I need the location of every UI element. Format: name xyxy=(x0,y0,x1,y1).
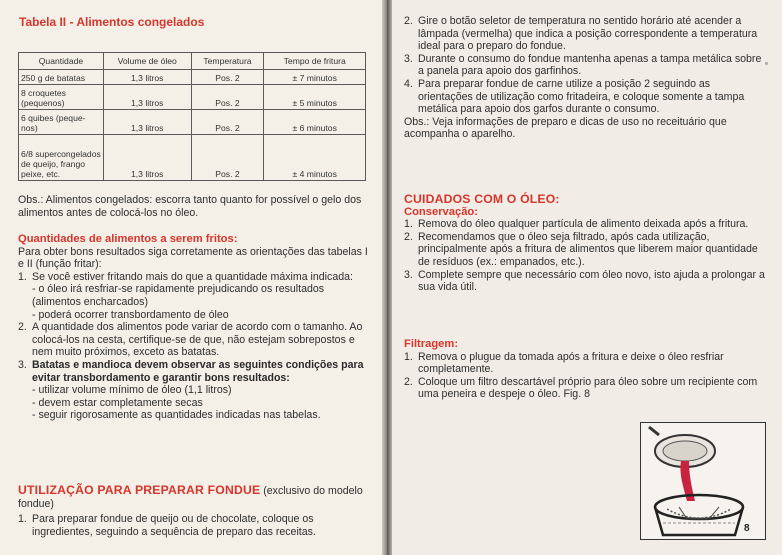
frozen-food-note: Obs.: Alimentos congelados: escorra tanto quanto for possível o gelo dos alimentos antes de colocá-los no óleo. xyxy=(18,194,362,219)
paper-speck xyxy=(765,62,768,65)
fondue-note: (exclusivo do modelo fondue) xyxy=(18,485,363,510)
list-item xyxy=(404,15,766,53)
header-oil-volume: Volume de óleo xyxy=(103,53,191,70)
list-item xyxy=(404,231,766,269)
item-number: 3. xyxy=(18,358,27,371)
header-quantity: Quantidade xyxy=(19,53,104,70)
table-title: Tabela II - Alimentos congelados xyxy=(19,15,205,29)
cell-time: ± 4 minutos xyxy=(264,135,366,181)
table-header-row xyxy=(19,53,366,70)
fondue-steps xyxy=(404,15,766,141)
item-subtext: - utilizar volume mínimo de óleo (1,1 litros) xyxy=(32,384,232,397)
list-item xyxy=(18,271,370,321)
cell-time: ± 5 minutos xyxy=(264,85,366,110)
frying-table xyxy=(18,52,366,181)
table-row xyxy=(19,110,366,135)
item-text: Gire o botão seletor de temperatura no sentido horário até acender a lâmpada (vermelha) que indica a posição correspondente a temperatura ideal para o preparo do fondue. xyxy=(418,15,758,53)
item-text-bold: Batatas e mandioca devem observar as seguintes condições para evitar transbordamento e garantir bons resultados: xyxy=(32,358,364,384)
item-text: Remova o plugue da tomada após a fritura e deixe o óleo resfriar completamente. xyxy=(418,350,724,376)
cell-temp: Pos. 2 xyxy=(191,110,264,135)
quantities-list xyxy=(18,271,370,422)
cell-temp: Pos. 2 xyxy=(191,135,264,181)
item-text: Se você estiver fritando mais do que a quantidade máxima indicada: xyxy=(32,270,353,283)
book-gutter xyxy=(382,0,392,555)
cell-quantity: 6/8 supercongelados de queijo, frango peixe, etc. xyxy=(19,135,104,181)
table-row xyxy=(19,85,366,110)
conservation-heading: Conservação: xyxy=(404,205,478,218)
fondue-heading: UTILIZAÇÃO PARA PREPARAR FONDUE xyxy=(18,483,261,497)
cell-time: ± 6 minutos xyxy=(264,110,366,135)
cell-time: ± 7 minutos xyxy=(264,70,366,85)
item-number: 4. xyxy=(404,77,413,90)
page-number: 8 xyxy=(744,523,750,534)
item-text: A quantidade dos alimentos pode variar de acordo com o tamanho. Ao colocá-los na cesta, certifique-se de que, não estejam sobrepostos e nem muito próximos, exceto as batatas. xyxy=(32,321,363,359)
cell-volume: 1,3 litros xyxy=(103,135,191,181)
fondue-steps-list xyxy=(404,15,766,116)
header-temperature: Temperatura xyxy=(191,53,264,70)
fondue-list xyxy=(18,513,370,538)
list-item xyxy=(404,269,766,294)
list-item xyxy=(404,218,766,231)
item-text: Recomendamos que o óleo seja filtrado, após cada utilização, principalmente após a fritura de alimentos que liberem maior quantidade de resíduos (ex.: empanados, etc.). xyxy=(418,230,758,268)
item-number: 1. xyxy=(404,350,413,363)
quantities-intro: Para obter bons resultados siga corretamente as orientações das tabelas I e II (função fritar): xyxy=(18,245,368,271)
list-item xyxy=(18,359,370,422)
quantities-heading: Quantidades de alimentos a serem fritos: xyxy=(18,233,238,245)
filtering-section xyxy=(404,338,766,401)
fondue-section xyxy=(18,484,370,538)
item-text: Coloque um filtro descartável próprio para óleo sobre um recipiente com uma peneira e despeje o óleo. Fig. 8 xyxy=(418,375,758,401)
item-text: Complete sempre que necessário com óleo novo, isto ajuda a prolongar a sua vida útil. xyxy=(418,268,765,294)
item-subtext: - devem estar completamente secas xyxy=(32,396,203,409)
filtering-heading: Filtragem: xyxy=(404,338,459,350)
conservation-list xyxy=(404,218,766,294)
header-frying-time: Tempo de fritura xyxy=(264,53,366,70)
list-item xyxy=(18,513,370,538)
cell-volume: 1,3 litros xyxy=(103,110,191,135)
list-item xyxy=(404,53,766,78)
quantities-section xyxy=(18,233,370,422)
container-rim xyxy=(655,495,743,519)
cell-temp: Pos. 2 xyxy=(191,85,264,110)
oil-care-heading: CUIDADOS COM O ÓLEO: xyxy=(404,192,560,206)
list-item xyxy=(404,351,766,376)
item-number: 3. xyxy=(404,52,413,65)
cell-quantity: 8 croquetes (pequenos) xyxy=(19,85,104,110)
item-number: 2. xyxy=(18,321,27,334)
filtering-list xyxy=(404,351,766,401)
item-number: 2. xyxy=(404,375,413,388)
item-text: Remova do óleo qualquer partícula de alimento deixada após a fritura. xyxy=(418,218,749,231)
oil-care-section xyxy=(404,193,766,294)
table-row xyxy=(19,70,366,85)
pot-handle xyxy=(649,427,659,435)
item-number: 1. xyxy=(404,218,413,231)
recipe-note: Obs.: Veja informações de preparo e dicas de uso no receituário que acompanha o aparelho. xyxy=(404,115,727,141)
pot-inner xyxy=(663,441,707,461)
item-subtext: - poderá ocorrer transbordamento de óleo xyxy=(32,308,229,321)
cell-volume: 1,3 litros xyxy=(103,70,191,85)
item-number: 1. xyxy=(18,270,27,283)
list-item xyxy=(404,376,766,401)
item-number: 2. xyxy=(404,230,413,243)
cell-quantity: 6 quibes (peque-nos) xyxy=(19,110,104,135)
item-subtext: - seguir rigorosamente as quantidades indicadas nas tabelas. xyxy=(32,409,321,422)
oil-filter-drawing xyxy=(641,423,765,539)
cell-volume: 1,3 litros xyxy=(103,85,191,110)
cell-temp: Pos. 2 xyxy=(191,70,264,85)
item-number: 1. xyxy=(18,513,27,526)
list-item xyxy=(404,78,766,116)
container-body xyxy=(655,507,743,535)
item-text: Durante o consumo do fondue mantenha apenas a tampa metálica sobre a panela para apoio dos garfinhos. xyxy=(418,52,762,78)
item-subtext: - o óleo irá resfriar-se rapidamente prejudicando os resultados (alimentos encharcados) xyxy=(32,283,325,308)
cell-quantity: 250 g de batatas xyxy=(19,70,104,85)
item-text: Para preparar fondue de queijo ou de chocolate, coloque os ingredientes, seguindo a sequência de preparo das receitas. xyxy=(32,513,316,538)
item-text: Para preparar fondue de carne utilize a posição 2 seguindo as orientações de utilização como fritadeira, e coloque somente a tampa metálica para apoio dos garfos durante o consumo. xyxy=(418,77,745,116)
table-row xyxy=(19,135,366,181)
fondue-heading-line xyxy=(18,484,370,510)
list-item xyxy=(18,321,370,359)
item-number: 3. xyxy=(404,268,413,281)
item-number: 2. xyxy=(404,15,413,27)
